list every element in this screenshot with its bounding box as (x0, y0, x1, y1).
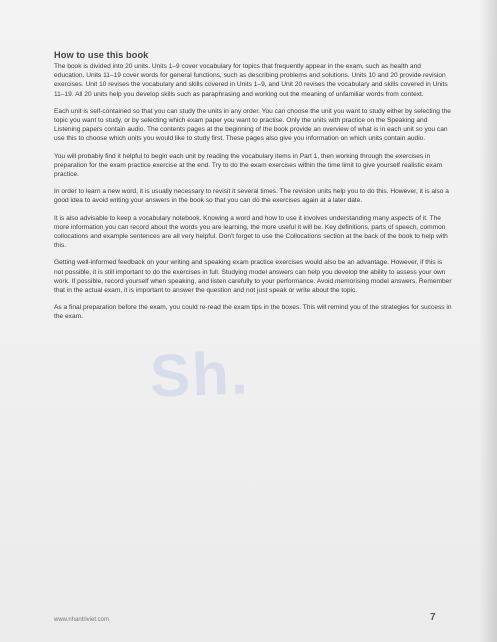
paragraph-5: It is also advisable to keep a vocabulary notebook. Knowing a word and how to use it involves understanding many aspects of it. The more information you can record about the words you are learning, the more useful it will be. Key definitions, parts of speech, common collocations and example sentences are all very helpful. Don't forget to use the Collocations section at the back of the book to help with this. (54, 214, 448, 250)
page-number: 7 (430, 612, 436, 623)
paragraph-2: Each unit is self-contained so that you can study the units in any order. You can choose the unit you want to study either by selecting the topic you want to study, or by selecting which exam paper you want to practise. Only the units with practice on the Speaking and Listening papers contain audio. The contents pages at the beginning of the book provide an overview of what is in each unit so you can use this to choose which units you would like to study first. These pages also give you information on which units contain audio. (54, 107, 451, 143)
paragraph-4: In order to learn a new word, it is usually necessary to revisit it several times. The revision units help you to do this. However, it is also a good idea to avoid writing your answers in the book so that you can do the exercises again at a later date. (54, 188, 449, 205)
paragraph-3: You will probably find it helpful to begin each unit by reading the vocabulary items in Part 1, then working through the exercises in preparation for the exam practice exercise at the end. Try to do the exam exercises within the time limit to give yourself realistic exam practice. (54, 152, 443, 179)
footer-url: www.nhantriviet.com (54, 617, 110, 623)
watermark-graphic: Sh. (148, 339, 251, 410)
page-edge-shadow (479, 0, 497, 642)
paragraph-7: As a final preparation before the exam, you could re-read the exam tips in the boxes. This will remind you of the strategies for success in the exam. (54, 304, 452, 321)
paragraph-6: Getting well-informed feedback on your writing and speaking exam practice exercises would also be an advantage. However, if this is not possible, it is still important to do the exercises in full. Studying model answers can help you develop the ability to assess your own work. If possible, record yourself when speaking, and listen carefully to your performance. Avoid memorising model answers. Remember that in the actual exam, it is important to answer the question and not just speak or write about the topic. (54, 259, 452, 295)
section-heading: How to use this book (54, 50, 149, 60)
main-content (54, 50, 452, 330)
paragraph-1: The book is divided into 20 units. Units 1–9 cover vocabulary for topics that frequently appear in the exam, such as health and education. Units 11–19 cover words for general functions, such as describing problems and solutions. Units 10 and 20 provide revision exercises. Unit 10 revises the vocabulary and skills covered in Units 1–9, and Unit 20 revises the vocabulary and skills covered in Units 11–19. All 20 units help you develop skills such as paraphrasing and working out the meaning of unfamiliar words from context. (54, 63, 448, 98)
